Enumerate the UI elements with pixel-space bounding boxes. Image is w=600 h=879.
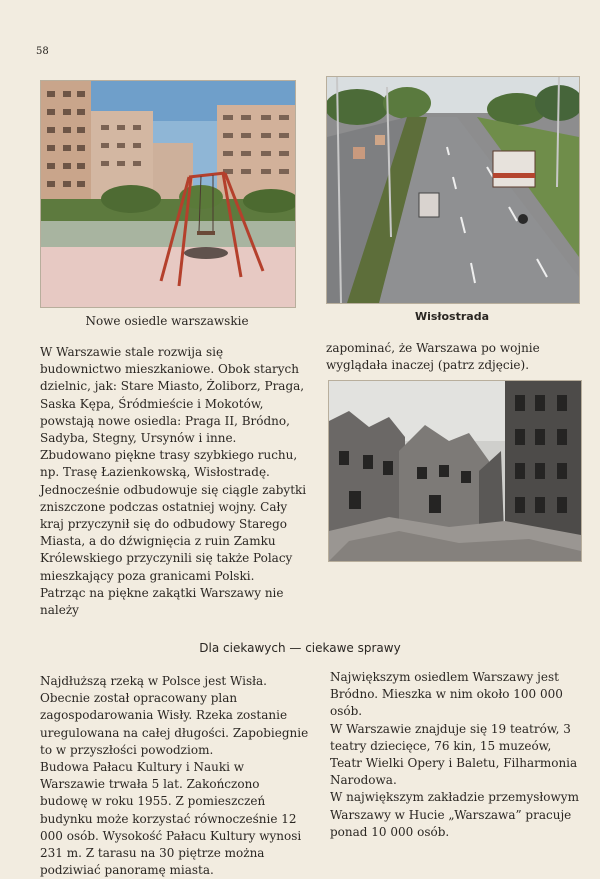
paragraph: W Warszawie znajduje się 19 teatrów, 3 teatry dziecięce, 76 kin, 15 muzeów, Teatr Wielki Opery i Baletu, Filharmonia Narodowa.: [330, 721, 578, 788]
section-heading: Dla ciekawych — ciekawe sprawy: [199, 641, 401, 655]
main-text-right: [326, 340, 588, 374]
paragraph: W największym zakładzie przemysłowym Warszawy w Hucie „Warszawa” pracuje ponad 10 000 osób.: [330, 790, 579, 839]
paragraph: Najdłuższą rzeką w Polsce jest Wisła. Obecnie został opracowany plan zagospodarowania Wisły. Rzeka zostanie uregulowana na całej długości. Zapobiegnie to w przyszłości powodziom.: [40, 674, 309, 757]
paragraph: Zbudowano piękne trasy szybkiego ruchu, np. Trasę Łazienkowską, Wisłostradę.: [40, 448, 298, 480]
page-number: 58: [36, 46, 49, 57]
war-ruins-photo: [328, 380, 582, 562]
main-text-left: [40, 344, 308, 619]
facts-text-right: [330, 669, 582, 841]
housing-estate-photo: [40, 80, 296, 308]
paragraph: Jednocześnie odbudowuje się ciągle zabytki zniszczone podczas ostatniej wojny. Cały kraj przyczynił się do odbudowy Starego Miasta, a do dźwignięcia z ruin Zamku Królewskiego przyczynili się także Polacy mieszkający poza granicami Polski.: [40, 482, 307, 583]
paragraph: Budowa Pałacu Kultury i Nauki w Warszawie trwała 5 lat. Zakończono budowę w roku 1955. Z pomieszczeń budynku może korzystać równocześnie 12 000 osób. Wysokość Pałacu Kultury wynosi 231 m. Z tarasu na 30 piętrze można podziwiać panoramę miasta.: [40, 760, 302, 878]
wislostrada-photo: [326, 76, 580, 304]
paragraph: Patrząc na piękne zakątki Warszawy nie należy: [40, 585, 284, 618]
paragraph: Największym osiedlem Warszawy jest Bródno. Mieszka w nim około 100 000 osób.: [330, 670, 563, 719]
wislostrada-caption: Wisłostrada: [414, 310, 490, 323]
paragraph: zapominać, że Warszawa po wojnie wyglądała inaczej (patrz zdjęcie).: [326, 341, 540, 373]
facts-text-left: [40, 673, 310, 879]
paragraph: W Warszawie stale rozwija się budownictwo mieszkaniowe. Obok starych dzielnic, jak: Stare Miasto, Żoliborz, Praga, Saska Kępa, Śródmieście i Mokotów, powstają nowe osiedla: Praga II, Bródno, Sadyba, Stegny, Ursynów i inne.: [40, 345, 305, 446]
housing-estate-caption: Nowe osiedle warszawskie: [85, 314, 249, 328]
